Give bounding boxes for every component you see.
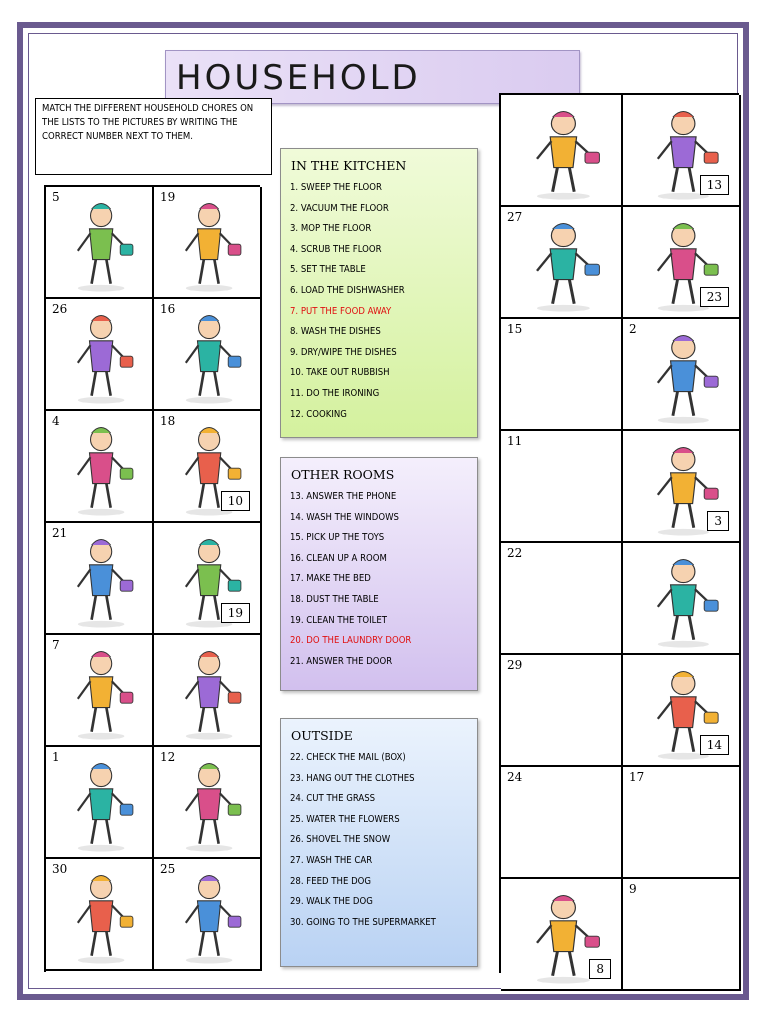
answer-number: 9 [629, 882, 637, 896]
kitchen-heading: IN THE KITCHEN [291, 158, 407, 173]
chore-item: 23. HANG OUT THE CLOTHES [290, 772, 415, 784]
picture-cell [623, 543, 741, 655]
picture-cell [501, 95, 623, 207]
chore-item: 19. CLEAN THE TOILET [290, 614, 387, 626]
chore-item: 10. TAKE OUT RUBBISH [290, 367, 390, 379]
chore-item: 5. SET THE TABLE [290, 264, 366, 276]
left-picture-grid [44, 185, 260, 972]
answer-number-box: 3 [707, 511, 729, 531]
outside-heading: OUTSIDE [291, 728, 353, 743]
picture-cell [154, 859, 262, 971]
picture-cell [46, 411, 154, 523]
answer-number: 25 [160, 862, 176, 876]
page-title: HOUSEHOLD [176, 58, 421, 98]
answer-number: 30 [52, 862, 68, 876]
answer-number: 27 [507, 210, 523, 224]
answer-number: 29 [507, 658, 523, 672]
answer-number: 24 [507, 770, 523, 784]
chore-item: 28. FEED THE DOG [290, 875, 372, 887]
picture-cell [46, 299, 154, 411]
answer-number: 7 [52, 638, 60, 652]
picture-cell [154, 411, 262, 523]
answer-number: 15 [507, 322, 523, 336]
answer-number: 11 [507, 434, 523, 448]
picture-cell [46, 859, 154, 971]
picture-cell [154, 635, 262, 747]
chore-item: 2. VACUUM THE FLOOR [290, 202, 389, 214]
chore-item: 29. WALK THE DOG [290, 896, 373, 908]
chore-item: 25. WATER THE FLOWERS [290, 813, 400, 825]
chore-item: 9. DRY/WIPE THE DISHES [290, 346, 397, 358]
picture-cell [623, 319, 741, 431]
chore-item: 4. SCRUB THE FLOOR [290, 243, 382, 255]
answer-number: 18 [160, 414, 176, 428]
answer-number: 22 [507, 546, 523, 560]
outside-list [280, 718, 478, 967]
chore-item: 30. GOING TO THE SUPERMARKET [290, 916, 436, 928]
answer-number-box: 10 [221, 491, 250, 511]
chore-item: 14. WASH THE WINDOWS [290, 511, 399, 523]
chore-item: 12. COOKING [290, 408, 347, 420]
answer-number: 19 [160, 190, 176, 204]
chore-item: 21. ANSWER THE DOOR [290, 655, 393, 667]
picture-cell [623, 767, 741, 879]
picture-cell [154, 747, 262, 859]
answer-number: 5 [52, 190, 60, 204]
chore-item: 26. SHOVEL THE SNOW [290, 834, 391, 846]
answer-number: 1 [52, 750, 60, 764]
chore-item: 15. PICK UP THE TOYS [290, 532, 385, 544]
picture-cell [501, 879, 623, 991]
answer-number-box: 8 [589, 959, 611, 979]
picture-cell [154, 523, 262, 635]
answer-number: 16 [160, 302, 176, 316]
other-rooms-list [280, 457, 478, 691]
picture-cell [623, 879, 741, 991]
right-picture-grid [499, 93, 739, 976]
chore-item: 8. WASH THE DISHES [290, 326, 381, 338]
chore-item: 6. LOAD THE DISHWASHER [290, 284, 405, 296]
picture-cell [623, 655, 741, 767]
chore-item: 13. ANSWER THE PHONE [290, 491, 397, 502]
chore-item: 7. PUT THE FOOD AWAY [290, 305, 392, 317]
picture-cell [501, 319, 623, 431]
picture-cell [154, 187, 262, 299]
chore-item: 16. CLEAN UP A ROOM [290, 552, 387, 564]
chore-item: 17. MAKE THE BED [290, 573, 371, 585]
answer-number: 21 [52, 526, 68, 540]
picture-cell [46, 747, 154, 859]
answer-number: 2 [629, 322, 637, 336]
picture-cell [46, 187, 154, 299]
other-rooms-items [290, 490, 468, 675]
answer-number: 26 [52, 302, 68, 316]
instructions-box: MATCH THE DIFFERENT HOUSEHOLD CHORES ON THE LISTS TO THE PICTURES BY WRITING THE CORRECT NUMBER NEXT TO THEM. [35, 98, 272, 175]
outside-items [290, 751, 468, 936]
picture-cell [46, 523, 154, 635]
picture-cell [623, 431, 741, 543]
picture-cell [623, 95, 741, 207]
chore-item: 22. CHECK THE MAIL (BOX) [290, 752, 406, 763]
picture-cell [501, 767, 623, 879]
picture-cell [154, 299, 262, 411]
picture-cell [501, 655, 623, 767]
answer-number: 17 [629, 770, 645, 784]
chore-item: 18. DUST THE TABLE [290, 593, 379, 605]
answer-number-box: 14 [700, 735, 729, 755]
chore-item: 27. WASH THE CAR [290, 854, 373, 866]
answer-number: 4 [52, 414, 60, 428]
chore-item: 1. SWEEP THE FLOOR [290, 182, 382, 193]
kitchen-items [290, 181, 468, 428]
chore-item: 3. MOP THE FLOOR [290, 223, 372, 235]
chore-item: 20. DO THE LAUNDRY DOOR [290, 635, 412, 647]
kitchen-list [280, 148, 478, 438]
picture-cell [46, 635, 154, 747]
picture-cell [501, 207, 623, 319]
picture-cell [501, 543, 623, 655]
chore-item: 11. DO THE IRONING [290, 387, 380, 399]
picture-cell [623, 207, 741, 319]
answer-number-box: 23 [700, 287, 729, 307]
chore-item: 24. CUT THE GRASS [290, 793, 376, 805]
answer-number: 12 [160, 750, 176, 764]
answer-number-box: 19 [221, 603, 250, 623]
other-rooms-heading: OTHER ROOMS [291, 467, 395, 482]
answer-number-box: 13 [700, 175, 729, 195]
picture-cell [501, 431, 623, 543]
